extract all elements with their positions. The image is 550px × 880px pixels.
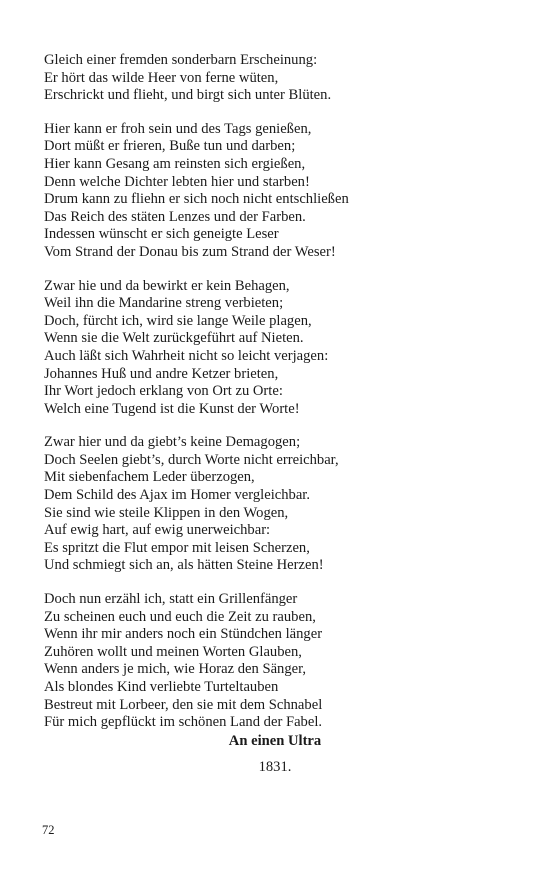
stanza [44,121,514,262]
verse-line: Mit siebenfachem Leder überzogen, [44,469,255,486]
poem-year: 1831. [258,759,292,775]
poem-title: An einen Ultra [228,733,322,749]
verse-line: Doch Seelen giebt’s, durch Worte nicht erreichbar, [44,451,339,468]
verse-line: Doch nun erzähl ich, statt ein Grillenfänger [44,591,298,608]
verse-line: Erschrickt und flieht, und birgt sich unter Blüten. [44,87,332,104]
verse-line: Johannes Huß und andre Ketzer brieten, [44,365,279,382]
verse-line: Denn welche Dichter lebten hier und starben! [44,173,310,190]
verse-line: Für mich gepflückt im schönen Land der Fabel. [44,714,323,731]
verse-line: Es spritzt die Flut empor mit leisen Scherzen, [44,539,310,556]
verse-line: Zuhören wollt und meinen Worten Glauben, [44,643,302,660]
verse-line: Welch eine Tugend ist die Kunst der Worte! [44,400,300,417]
verse-line: Ihr Wort jedoch erklang von Ort zu Orte: [44,383,283,400]
verse-line: Weil ihn die Mandarine streng verbieten; [44,295,284,312]
stanza [44,278,514,419]
verse-line: Er hört das wilde Heer von ferne wüten, [44,69,279,86]
verse-line: Als blondes Kind verliebte Turteltauben [44,679,279,695]
verse-line: Indessen wünscht er sich geneigte Leser [44,226,279,243]
verse-line: Wenn sie die Welt zurückgeführt auf Nieten. [44,330,304,347]
verse-line: Dem Schild des Ajax im Homer vergleichbar. [44,487,311,504]
verse-line: Das Reich des stäten Lenzes und der Farben. [44,208,306,225]
verse-line: Auch läßt sich Wahrheit nicht so leicht verjagen: [44,347,329,364]
verse-line: Zwar hie und da bewirkt er kein Behagen, [44,277,290,294]
verse-line: Doch, fürcht ich, wird sie lange Weile plagen, [44,312,312,329]
verse-line: Und schmiegt sich an, als hätten Steine Herzen! [44,557,324,574]
stanza [44,52,514,105]
verse-line: Wenn ihr mir anders noch ein Stündchen länger [44,626,323,643]
verse-line: Hier kann Gesang am reinsten sich ergießen, [44,155,306,172]
verse-line: Sie sind wie steile Klippen in den Wogen, [44,504,289,521]
stanza [44,434,514,575]
verse-line: Bestreut mit Lorbeer, den sie mit dem Schnabel [44,696,323,713]
verse-line: Zwar hier und da giebt’s keine Demagogen; [44,434,301,451]
verse-line: Gleich einer fremden sonderbarn Erscheinung: [44,52,318,68]
verse-line: Dort müßt er frieren, Buße tun und darben; [44,138,296,155]
verse-line: Hier kann er froh sein und des Tags genießen, [44,120,312,137]
page-number: 72 [42,823,55,837]
stanza [44,591,514,732]
verse-line: Wenn anders je mich, wie Horaz den Sänger, [44,661,307,678]
verse-line: Zu scheinen euch und euch die Zeit zu rauben, [44,608,316,625]
verse-line: Drum kann zu fliehn er sich noch nicht entschließen [44,191,349,208]
poem-body [44,52,514,748]
verse-line: Auf ewig hart, auf ewig unerweichbar: [44,522,271,539]
verse-line: Vom Strand der Donau bis zum Strand der Weser! [44,243,336,260]
